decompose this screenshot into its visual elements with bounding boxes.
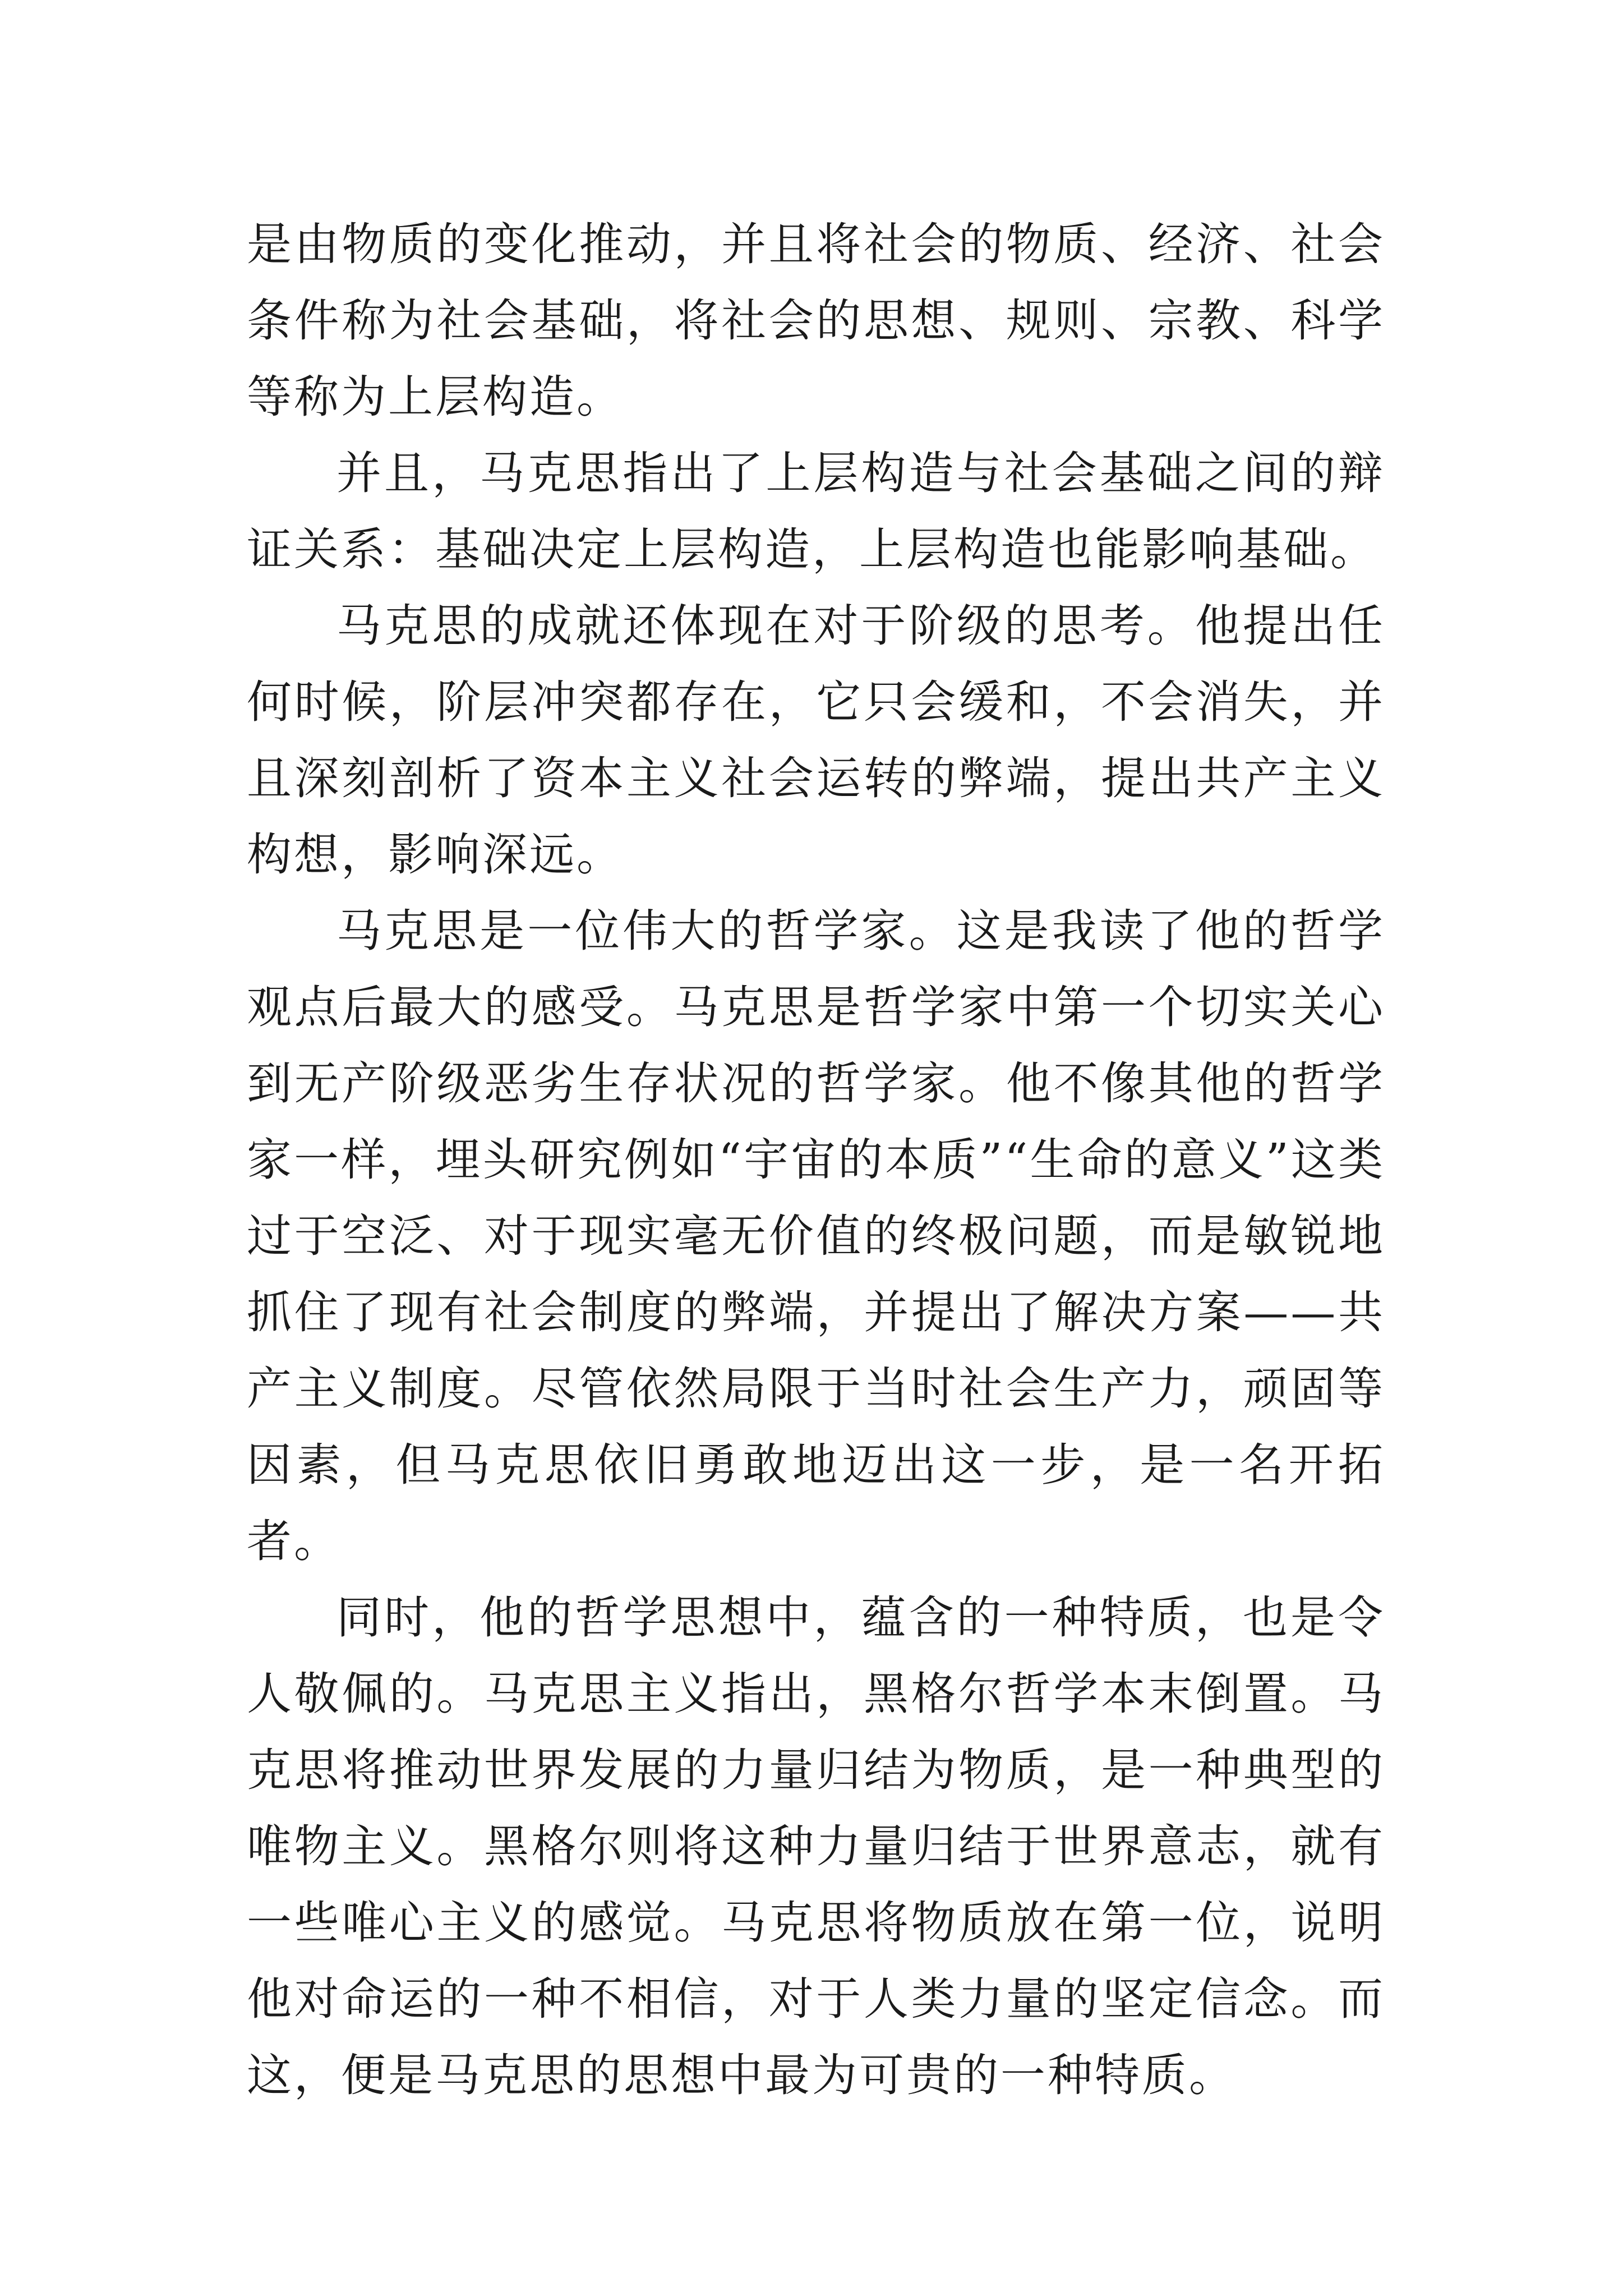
- paragraph-2: 并且，马克思指出了上层构造与社会基础之间的辩证关系：基础决定上层构造，上层构造也能影响基础。: [247, 447, 1385, 576]
- paragraph-3: 马克思的成就还体现在对于阶级的思考。他提出任何时候，阶层冲突都存在，它只会缓和，不会消失，并且深刻剖析了资本主义社会运转的弊端，提出共产主义构想，影响深远。: [247, 600, 1385, 881]
- body-text: [247, 206, 1385, 2114]
- paragraph-1: 是由物质的变化推动，并且将社会的物质、经济、社会条件称为社会基础，将社会的思想、规则、宗教、科学等称为上层构造。: [247, 218, 1385, 423]
- paragraph-4: 马克思是一位伟大的哲学家。这是我读了他的哲学观点后最大的感受。马克思是哲学家中第一个切实关心到无产阶级恶劣生存状况的哲学家。他不像其他的哲学家一样，埋头研究例如“宇宙的本质”“生命的意义”这类过于空泛、对于现实毫无价值的终极问题，而是敏锐地抓住了现有社会制度的弊端，并提出了解决方案——共产主义制度。尽管依然局限于当时社会生产力，顽固等因素，但马克思依旧勇敢地迈出这一步，是一名开拓者。: [247, 905, 1385, 1567]
- paragraph-5: 同时，他的哲学思想中，蕴含的一种特质，也是令人敬佩的。马克思主义指出，黑格尔哲学本末倒置。马克思将推动世界发展的力量归结为物质，是一种典型的唯物主义。黑格尔则将这种力量归结于世界意志，就有一些唯心主义的感觉。马克思将物质放在第一位，说明他对命运的一种不相信，对于人类力量的坚定信念。而这，便是马克思的思想中最为可贵的一种特质。: [247, 1591, 1385, 2101]
